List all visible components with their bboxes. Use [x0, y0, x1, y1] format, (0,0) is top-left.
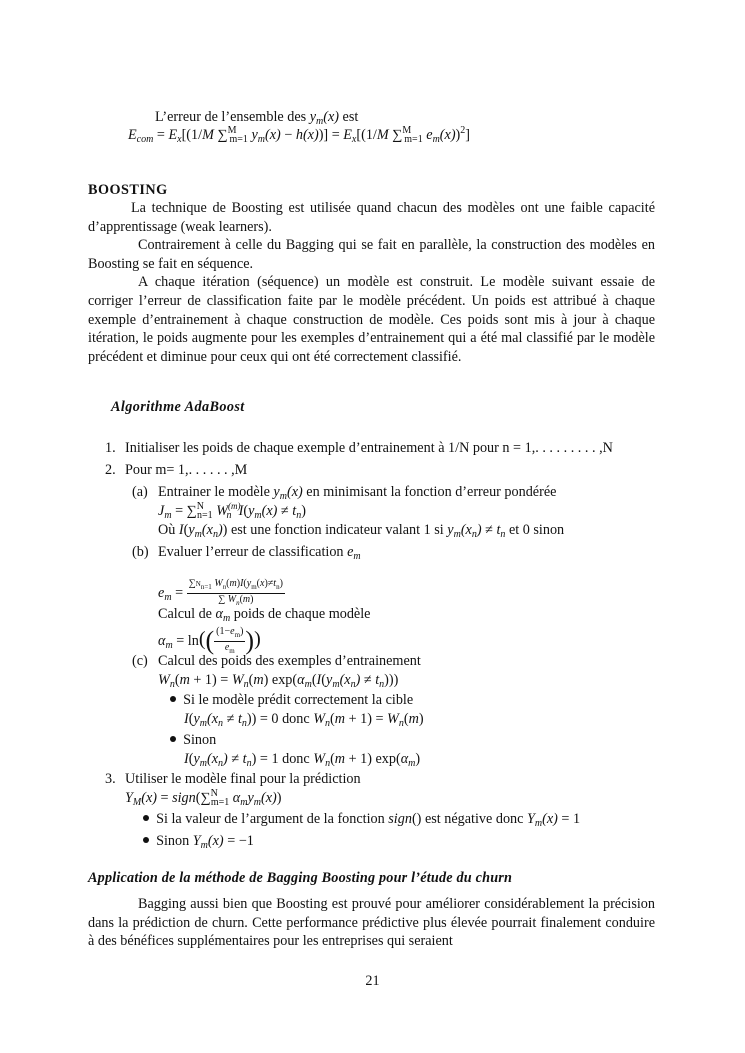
- step-a-ou-c: et 0 sinon: [505, 522, 565, 538]
- step-b-formula-em: $e_m$ = $\frac{\sum N_{n=1} W_n(m)I(y_m(x)\ne t_n)}{\sum W_n(m)}$: [158, 578, 283, 607]
- step-b-calc-text: Calcul de $\alpha_m$ poids de chaque modèle: [158, 606, 371, 624]
- ensemble-text-a: L’erreur de l’ensemble des: [155, 109, 310, 125]
- step-c-bullet-1-text: Si le modèle prédit correctement la cible: [183, 692, 414, 708]
- step-a-text-a: Entrainer le modèle: [158, 484, 274, 500]
- step-b-calc-b: poids de chaque modèle: [230, 606, 371, 622]
- step-1-text: Initialiser les poids de chaque exemple d’entrainement à 1/N pour n = 1,. . . . . . . . . ,N: [125, 440, 613, 456]
- step-a-label: (a): [132, 484, 148, 500]
- step-a-formula-jm: $J_m = \sum^N_{n=1}$ $W^{(m)}_n$ $I(y_m(x) \ne t_n)$: [158, 501, 306, 521]
- step-c-bullet-1: [170, 691, 413, 710]
- step-3-number: 3.: [105, 771, 116, 787]
- ensemble-text-b: est: [338, 109, 359, 125]
- math-ym: $y_m(x)$: [309, 109, 339, 127]
- bullet-icon: [143, 837, 149, 843]
- step-a-ou-b: est une fonction indicateur valant 1 si: [227, 522, 448, 538]
- step-a-text-b: en minimisant la fonction d’erreur pondérée: [302, 484, 557, 500]
- boosting-paragraph-1: La technique de Boosting est utilisée quand chacun des modèles ont une faible capacité d’apprentissage (weak learners).: [88, 200, 655, 235]
- page-number: 21: [365, 973, 380, 989]
- step-a-text: Entrainer le modèle $y_m(x)$ en minimisant la fonction d’erreur pondérée: [158, 484, 557, 502]
- algorithm-heading: Algorithme AdaBoost: [111, 399, 245, 415]
- bullet-icon: [170, 696, 176, 702]
- step-3-formula: $Y_M(x)$ = sign(∑$^N_{m=1}$ $\alpha_my_m(x)$): [125, 788, 282, 808]
- step-c-b1-donc: donc: [278, 711, 314, 727]
- step-c-label: (c): [132, 653, 148, 669]
- step-a-indicator-line: Où $I(y_m(x_n))$ est une fonction indicateur valant 1 si $y_m(x_n) \ne t_n$ et 0 sinon: [158, 522, 565, 540]
- step-3-bullet-1: Si la valeur de l’argument de la fonction sign() est négative donc $Y_m(x) = 1$: [143, 810, 580, 829]
- step-b-formula-alpha: $\alpha_m = \ln$(( $\frac{(1-e_m)}{e_m}$ )): [158, 625, 261, 655]
- step-3-b2-text: Sinon: [156, 833, 193, 849]
- step-c-b2-donc: donc: [278, 751, 314, 767]
- step-c-bullet-2-formula: $I(y_m(x_n) \ne t_n) = 1$ donc $W_n(m + 1)$ $\exp(\alpha_m)$: [184, 751, 421, 769]
- step-3-text: Utiliser le modèle final pour la prédiction: [125, 771, 361, 787]
- step-b-calc-a: Calcul de: [158, 606, 216, 622]
- step-3-b1-text-b: est négative donc: [421, 811, 527, 827]
- step-2-text: Pour m= 1,. . . . . . ,M: [125, 462, 248, 478]
- step-c-bullet-2: [170, 731, 216, 750]
- ensemble-formula: $E_{com} = E_x[(1/M$ ∑$^M_{m=1}$ $y_m(x) - h(x))] = E_x[(1/M$ ∑$^M_{m=1}$ $e_m(x))^2$]: [128, 125, 471, 145]
- step-c-bullet-2-text: Sinon: [183, 732, 217, 748]
- step-2-number: 2.: [105, 462, 116, 478]
- step-b-label: (b): [132, 544, 149, 560]
- boosting-paragraph-2: Contrairement à celle du Bagging qui se fait en parallèle, la construction des modèles en Boosting se fait en séquence.: [88, 237, 655, 272]
- boosting-heading: BOOSTING: [88, 182, 168, 198]
- step-3-b1-text-a: Si la valeur de l’argument de la fonction: [156, 811, 389, 827]
- step-b-text-a: Evaluer l’erreur de classification: [158, 544, 348, 560]
- step-a-ou: Où: [158, 522, 179, 538]
- step-3-bullet-2: Sinon $Y_m(x) = -1$: [143, 832, 254, 851]
- application-paragraph-1: Bagging aussi bien que Boosting est prouvé pour améliorer considérablement la précision dans la prédiction de churn. Cette performance prédictive plus élevée pourrait finalement conduire à des bénéfices supplémentaires pour les entreprises qui seraient: [88, 896, 655, 950]
- step-b-text: Evaluer l’erreur de classification $e_m$: [158, 544, 361, 562]
- step-c-text: Calcul des poids des exemples d’entrainement: [158, 653, 421, 669]
- boosting-paragraph-3: A chaque itération (séquence) un modèle est construit. Le modèle suivant essaie de corriger l’erreur de classification faite par le modèle précédent. Un poids est attribué à chaque exemple d’entrainement à chaque construction de modèle. Ces poids sont mis à jour à chaque itération, le poids augmente pour les exemples d’entrainement qui a été mal classifié par le modèle précédent et diminue pour ceux qui ont été correctement classifié.: [88, 274, 655, 365]
- application-heading: Application de la méthode de Bagging Boosting pour l’étude du churn: [88, 870, 513, 886]
- boosting-body: [88, 199, 655, 366]
- step-c-bullet-1-formula: $I(y_m(x_n \ne t_n)) = 0$ donc $W_n(m + 1) = W_n(m)$: [184, 711, 424, 729]
- bullet-icon: [143, 815, 149, 821]
- bullet-icon: [170, 736, 176, 742]
- ensemble-intro: [155, 108, 358, 127]
- step-c-formula-update: $W_n(m + 1) = W_n(m) \exp(\alpha_m(I(y_m(x_n) \ne t_n)))$: [158, 672, 399, 690]
- step-1-number: 1.: [105, 440, 116, 456]
- application-body: [88, 895, 655, 951]
